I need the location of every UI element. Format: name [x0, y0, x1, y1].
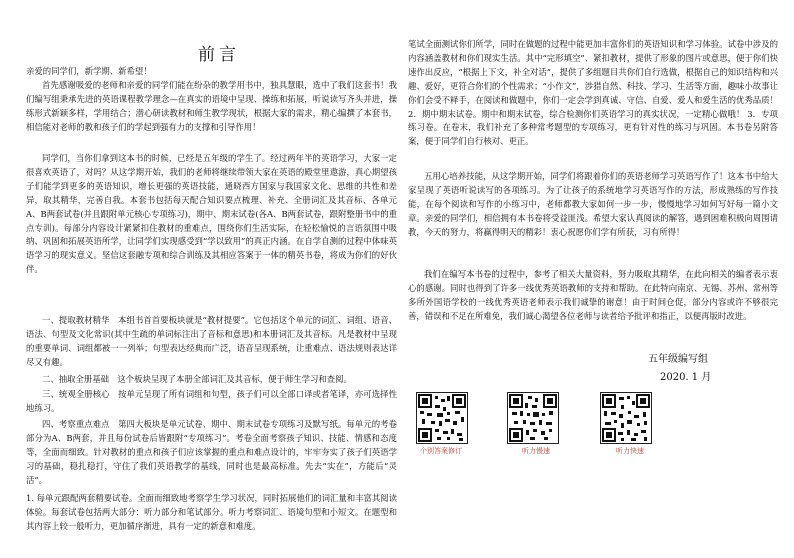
- qr-pattern-icon: [601, 393, 651, 443]
- qr-code-listening-fast[interactable]: [600, 392, 652, 444]
- section-five: 五用心培养技能，从这学期开始，同学们将跟着你们的英语老师学习英语写作了！这本书中给大家呈现了英语听说读写的各项练习。为了让孩子的系统地学习英语写作的方法，形成熟练的写作技能，在每个阅读和写作的小练习中，老师都教大家如何一步一步，慢慢地学习如何写好每一篇小文章。亲爱的同学们，相信拥有本书卷将受益匪浅。希望大家认真阅读的解答，遇到困难积极向周围请教，今天的努力，将赢得明天的精彩！衷心祝愿你们学有所获，习有所得！: [408, 171, 778, 237]
- qr-pattern-icon: [417, 393, 467, 443]
- item-one: 1. 每单元跟配两套精要试卷。全面而细致地考察学生学习状况，同时拓展他们的词汇量和丰富其阅读体验。每套试卷包括两大部分：听力部分和笔试部分。听力考察词汇、语境句型和小短文。在题型和其内容上较一般听力，更加循序渐进，具有一定的新意和难度。: [26, 493, 397, 531]
- qr-label-answers: 个别答案修订: [420, 447, 462, 455]
- students-paragraph: 同学们，当你们拿到这本书的时候，已经是五年级的学生了。经过两年半的英语学习，大家一定很喜欢英语了，对吗？从这学期开始，我们的老师将继续带领大家在英语的殿堂里遨游，真心期望孩子们能学到更多的英语知识，增长更强的英语技能，通晓西方国家与我国家文化、思维的共性和差异，取其精华，完善自我。本套书包括每天配合知识要点梳理、补充、全册词汇及其音标、各单元A、B两套试卷(并且跟附单元核心专项练习)，期中、期末试卷(各A、B两套试卷，跟附整册书中的重点专训)。每部分内容设计紧紧扣住教材的重难点，围绕你们生活实际，在轻松愉悦的言语氛围中吸纳、巩固和拓展英语所学，让同学们实现感受到“学以致用”的真正内涵。在自学自测的过程中体味英语学习的现实意义。坚信这套融专项和综合训练及其相应答案于一体的精英书卷，将成为你们的好伙伴。: [26, 153, 397, 275]
- qr-code-listening-slow[interactable]: [507, 392, 559, 444]
- section-three: 三、统观全册核心 按单元呈现了所有词组和句型，孩子们可以全部口译或者笔译，亦可选择性地练习。: [26, 389, 397, 413]
- editor-group: 五年级编写组: [648, 354, 708, 365]
- greeting: 亲爱的同学们，新学期、新希望！: [26, 66, 152, 76]
- section-four: 四、考察重点难点 第四大板块是单元试卷、期中、期末试卷专项练习及默写纸。每单元的考卷部分为A、B两套，并且每份试卷后皆跟附“专项练习”。考卷全面考察孩子知识、技能、情感和态度等，全面而细致。针对教材的重点和孩子们应该掌握的重点和难点设计的，牢牢夯实了孩子们英语学习的基础，稳扎稳打，守住了我们英语教学的基线，同时也是最高标准。先去“实在”，方能后“灵活”。: [26, 419, 397, 485]
- written-test-paragraph: 笔试全面测试你们所学，同时在做题的过程中能更加丰富你们的英语知识和学习体验。试卷中涉及的内容涵盖教材和你们现实生活。其中“完形填空”、紧扣教材，提供了形象的图片或意思，便于你们快速作出反应，“根据上下文，补全对话”，提供了多组题目共你们自行选做，根据自己的知识结构和兴趣、爱好，更符合你们的个性需求；“小作文”，涉猎自然、科技、学习、生活等方面，趣味小故事让你们会受不释手，在阅读和做题中，你们一定会学到真诚、守信、自爱、爱人和爱生活的优秀品质！ 2．期中期末试卷。期中和期末试卷，综合检测你们英语学习的真实状况，一定精心做哦！ 3．专项练习卷。在卷末，我们补充了多种常考题型的专项练习，更有针对性的练习与巩固。本书卷另附答案，便于同学们自行核对、更正。: [408, 39, 778, 147]
- qr-label-listening-slow: 听力慢速: [522, 447, 550, 455]
- qr-label-listening-fast: 听力快速: [616, 447, 644, 455]
- date: 2020. 1 月: [660, 372, 712, 383]
- acknowledgement-paragraph: 我们在编写本书卷的过程中，参考了相关大量资料，努力吸取其精华，在此向相关的编者表示衷心的感谢。同时也得到了许多一线优秀英语教师的支持和帮助。在此特向南京、无锡、苏州、常州等多所外国语学校的一线优秀英语老师表示我们诚挚的谢意！由于时间仓促，部分内容或许不够很完善，错误和不足在所难免，我们诚心渴望各位老师与读者给予批评和指正，以便再版时改进。: [408, 269, 778, 321]
- intro-paragraph: 首先感谢吸爱的老师和亲爱的同学们能在纷杂的教学用书中，独具慧眼，选中了我们这套书！我们编写组秉承先进的英语课程教学理念—在真实的语境中呈现、操练和拓展，听说读写齐头并进，操练形式新颖多样，学用结合；潜心研读教材和师生教学现状，根据大家的需求，精心编撰了本套书，相信能对老师的教和孩子们的学起到强有力的支撑和引导作用！: [26, 80, 397, 132]
- qr-code-answers[interactable]: [416, 392, 468, 444]
- section-one: 一、提取教材精华 本组书首首要板块就是“教材提要”。它包括这个单元的词汇、词组、语音、语法、句型及文化常识(其中生疏的单词标注出了音标和意思)和本册词汇及其音标。凡是教材中呈现的重要单词、词组都被一一列举；句型表达经典而广泛，语音呈现系统，让重难点、语法规则表达详尽又有趣。: [26, 315, 397, 367]
- page-title: 前言: [198, 45, 240, 65]
- qr-pattern-icon: [508, 393, 558, 443]
- section-two: 二、抽取全册基础 这个板块呈现了本册全部词汇及其音标，便于师生学习和查阅。: [42, 374, 352, 384]
